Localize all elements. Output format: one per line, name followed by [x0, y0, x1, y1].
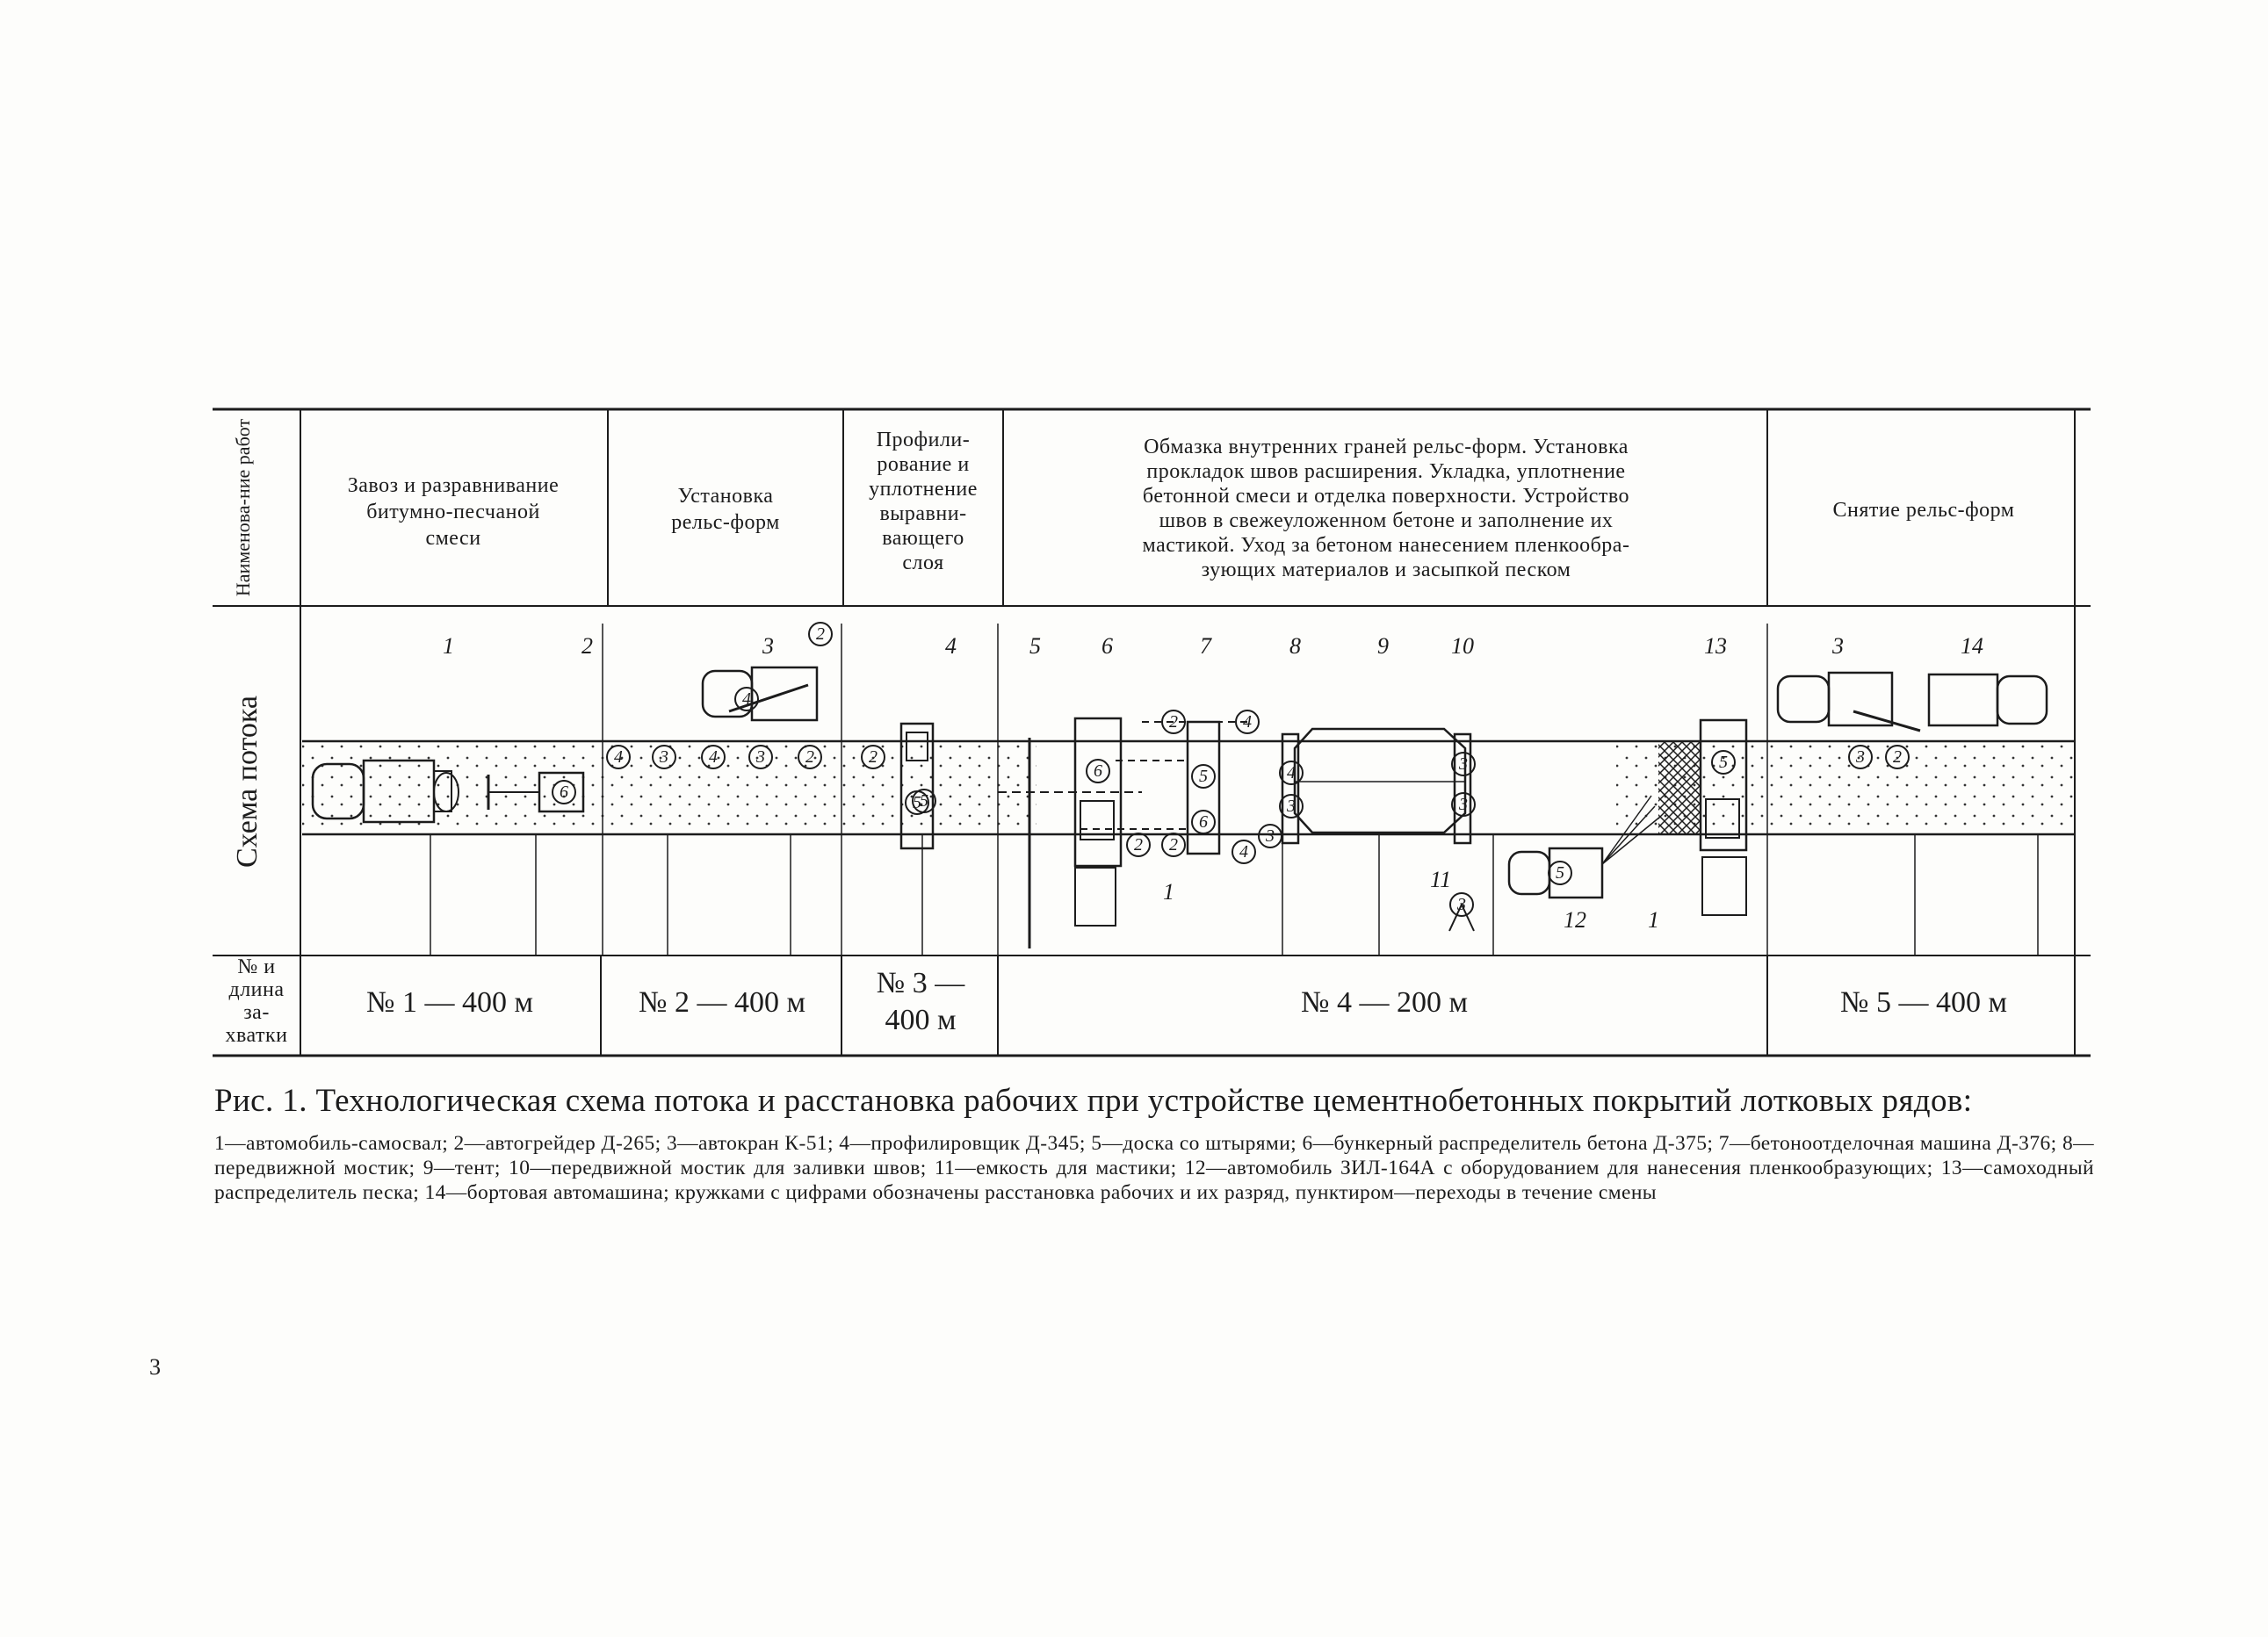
svg-text:3: 3: [1287, 797, 1296, 816]
machine-label: 3: [762, 633, 774, 659]
machine-label: 9: [1377, 633, 1389, 659]
header-col2: [671, 485, 780, 534]
header-col4: [1143, 436, 1630, 581]
sand-spread-area: [1658, 741, 1701, 834]
machine-label: 14: [1961, 633, 1983, 659]
svg-text:№ и: № и: [237, 956, 276, 978]
svg-text:4: 4: [1243, 712, 1252, 732]
machine-label: 1: [443, 633, 454, 659]
worker-circle: [735, 688, 758, 710]
worker-circle: [1127, 833, 1150, 856]
svg-text:4: 4: [709, 747, 718, 767]
machine-label: 12: [1564, 907, 1586, 933]
svg-text:4: 4: [1239, 842, 1248, 862]
machine-label: 4: [945, 633, 957, 659]
svg-text:6: 6: [1094, 761, 1102, 781]
header-col3-line6: слоя: [902, 552, 944, 574]
svg-text:2: 2: [1169, 712, 1178, 732]
zone-5: № 5 — 400 м: [1840, 986, 2007, 1019]
svg-text:5: 5: [1719, 753, 1728, 772]
svg-text:2: 2: [1169, 835, 1178, 855]
svg-text:4: 4: [742, 689, 751, 709]
machine-label: 2: [581, 633, 593, 659]
svg-text:2: 2: [1134, 835, 1143, 855]
svg-text:3: 3: [1266, 826, 1275, 846]
svg-text:3: 3: [660, 747, 668, 767]
machine-label: 11: [1430, 867, 1452, 892]
crane-3-right: [1778, 673, 1920, 731]
svg-text:2: 2: [805, 747, 814, 767]
svg-text:3: 3: [1459, 795, 1468, 814]
svg-text:3: 3: [1856, 747, 1865, 767]
zone-1: № 1 — 400 м: [366, 986, 533, 1019]
machine-label: 5: [1029, 633, 1041, 659]
svg-text:3: 3: [1459, 754, 1468, 774]
worker-circle: [1232, 840, 1255, 863]
svg-text:6: 6: [1199, 812, 1208, 832]
header-col1-line1: Завоз и разравнивание: [347, 474, 560, 497]
worker-circle: [1162, 833, 1185, 856]
header-col1-line3: смеси: [425, 527, 481, 550]
header-col4-line3: бетонной смеси и отделка поверхности. Устройство: [1142, 485, 1630, 508]
header-col4-line1: Обмазка внутренних граней рельс-форм. Установка: [1144, 436, 1629, 458]
page-number: 3: [149, 1354, 161, 1380]
header-col3-line2: рование и: [877, 453, 970, 476]
header-col1-line2: битумно-песчаной: [366, 501, 540, 523]
header-col5: Снятие рельс-форм: [1832, 499, 2015, 522]
svg-text:за-: за-: [243, 1001, 270, 1024]
worker-circle: [1259, 825, 1282, 847]
header-col4-line6: зующих материалов и засыпкой песком: [1201, 559, 1571, 581]
svg-text:хватки: хватки: [225, 1024, 288, 1047]
header-col3-line3: уплотнение: [869, 478, 978, 501]
header-col2-line1: Установка: [677, 485, 774, 508]
zones-row-label: [225, 956, 287, 1047]
machine-label: 3: [1832, 633, 1844, 659]
svg-text:2: 2: [869, 747, 878, 767]
svg-text:5: 5: [1199, 767, 1208, 786]
header-col3: [869, 429, 978, 574]
zone-2: № 2 — 400 м: [639, 986, 805, 1019]
header-col3-line5: вающего: [882, 527, 964, 550]
header-col3-line4: выравни-: [879, 502, 967, 525]
figure-caption-legend: 1—автомобиль-самосвал; 2—автогрейдер Д-265; 3—автокран К-51; 4—профилировщик Д-345; 5—доска со штырями; 6—бункерный распределитель бетона Д-375; 7—бетоноотделочная машина Д-376; 8—передвижной мостик; 9—тент; 10—передвижной мостик для заливки швов; 11—емкость для мастики; 12—автомобиль ЗИЛ-164А с оборудованием для нанесения пленкообразующих; 13—самоходный распределитель песка; 14—бортовая автомашина; кружками с цифрами обозначены расстановка рабочих и их разряд, пунктиром—переходы в течение смены: [214, 1132, 2094, 1204]
svg-text:5: 5: [920, 791, 928, 811]
machine-label: 1: [1648, 907, 1659, 933]
zone-4: № 4 — 200 м: [1301, 986, 1468, 1019]
worker-circle: [1236, 710, 1259, 733]
svg-text:5: 5: [913, 793, 921, 812]
svg-text:2: 2: [1893, 747, 1902, 767]
header-col3-line1: Профили-: [876, 429, 971, 451]
header-row-label: Наименова-ние работ: [232, 418, 254, 597]
header-col4-line5: мастикой. Уход за бетоном нанесением пленкообра-: [1142, 534, 1630, 557]
scheme-row-label: Схема потока: [231, 695, 264, 869]
flatbed-truck-14: [1929, 674, 2047, 725]
zone-3-line1: № 3 —: [876, 967, 965, 999]
header-col4-line4: швов в свежеуложенном бетоне и заполнение их: [1159, 509, 1614, 532]
svg-text:3: 3: [756, 747, 765, 767]
header-col4-line2: прокладок швов расширения. Укладка, уплотнение: [1146, 460, 1626, 483]
worker-circle: [1549, 862, 1571, 884]
worker-circle: [1450, 893, 1473, 916]
svg-text:3: 3: [1457, 895, 1466, 914]
zone-3-line2: 400 м: [885, 1004, 957, 1036]
svg-text:6: 6: [560, 782, 568, 802]
machine-label: 8: [1289, 633, 1301, 659]
svg-text:4: 4: [1287, 763, 1296, 782]
svg-text:4: 4: [614, 747, 623, 767]
machine-label: 13: [1704, 633, 1727, 659]
svg-text:2: 2: [816, 624, 825, 644]
machine-label: 1: [1163, 879, 1174, 905]
machine-label: 10: [1451, 633, 1474, 659]
header-col2-line2: рельс-форм: [671, 511, 780, 534]
machine-label: 6: [1101, 633, 1113, 659]
header-col1: [348, 474, 559, 550]
machine-label: 7: [1200, 633, 1211, 659]
svg-text:длина: длина: [228, 978, 285, 1001]
worker-circle: [809, 623, 832, 645]
figure-caption-title: Рис. 1. Технологическая схема потока и расстановка рабочих при устройстве цементнобетонных покрытий лотковых рядов:: [214, 1083, 1973, 1119]
svg-text:5: 5: [1556, 863, 1564, 883]
crane-3-left: [703, 667, 817, 720]
